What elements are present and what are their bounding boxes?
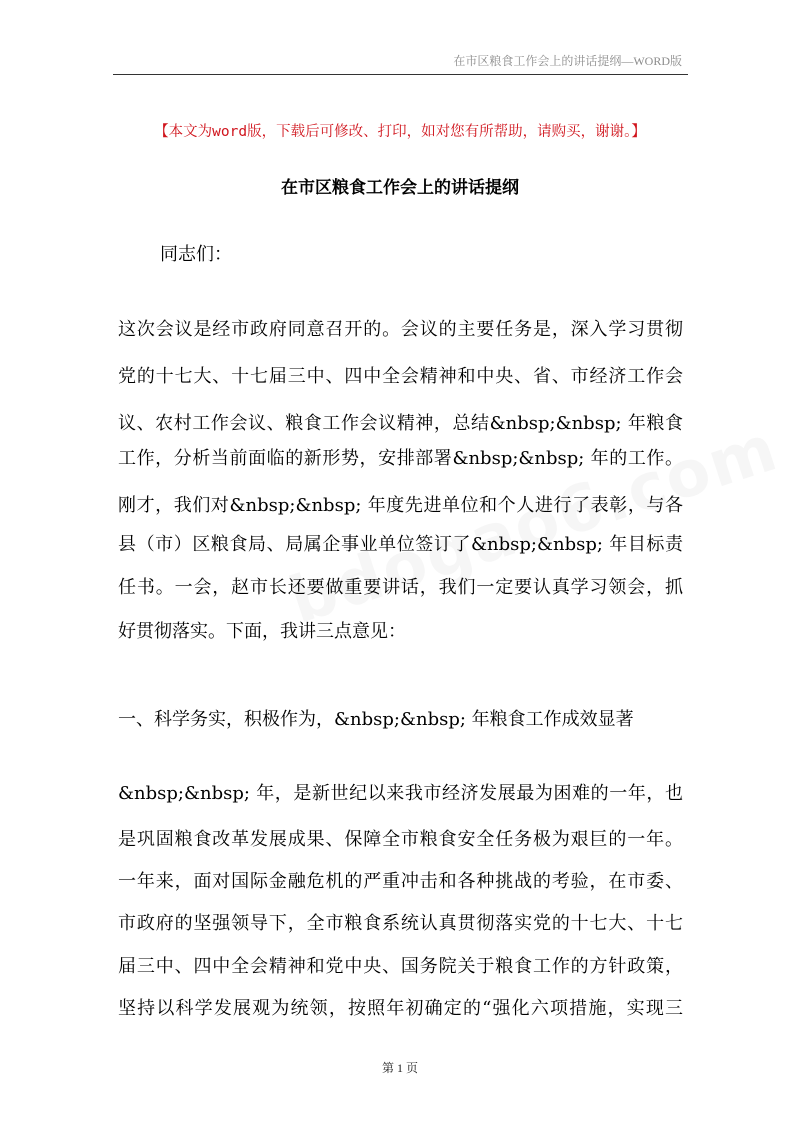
salutation: 同志们： <box>160 244 232 265</box>
paragraph-line: 坚持以科学发展观为统领，按照年初确定的“强化六项措施，实现三 <box>118 998 683 1019</box>
paragraph-line: 刚才，我们对&nbsp;&nbsp; 年度先进单位和个人进行了表彰，与各 <box>118 495 683 516</box>
paragraph-line: 这次会议是经市政府同意召开的。会议的主要任务是，深入学习贯彻 <box>118 319 683 340</box>
paragraph-line: 工作，分析当前面临的新形势，安排部署&nbsp;&nbsp; 年的工作。 <box>118 448 683 469</box>
watermark <box>281 411 787 638</box>
paragraph-line: 届三中、四中全会精神和党中央、国务院关于粮食工作的方针政策， <box>118 956 683 977</box>
page-number: 第 1 页 <box>381 1061 418 1075</box>
paragraph-line: 是巩固粮食改革发展成果、保障全市粮食安全任务极为艰巨的一年。 <box>118 829 683 850</box>
section-heading-1: 一、科学务实，积极作为，&nbsp;&nbsp; 年粮食工作成效显著 <box>118 709 634 730</box>
paragraph-line: 市政府的坚强领导下，全市粮食系统认真贯彻落实党的十七大、十七 <box>118 913 683 934</box>
paragraph-line: 好贯彻落实。下面，我讲三点意见： <box>118 621 406 642</box>
purchase-notice: 【本文为word版，下载后可修改、打印，如对您有所帮助，请购买，谢谢。】 <box>154 124 646 140</box>
running-header: 在市区粮食工作会上的讲话提纲—WORD版 <box>453 54 682 68</box>
paragraph-line: &nbsp;&nbsp; 年，是新世纪以来我市经济发展最为困难的一年，也 <box>118 783 683 804</box>
paragraph-line: 任书。一会，赵市长还要做重要讲话，我们一定要认真学习领会，抓 <box>118 577 683 598</box>
paragraph-line: 党的十七大、十七届三中、四中全会精神和中央、省、市经济工作会 <box>118 366 683 387</box>
document-title: 在市区粮食工作会上的讲话提纲 <box>281 178 519 198</box>
paragraph-line: 县（市）区粮食局、局属企事业单位签订了&nbsp;&nbsp; 年目标责 <box>118 534 683 555</box>
paragraph-line: 一年来，面对国际金融危机的严重冲击和各种挑战的考验，在市委、 <box>118 871 683 892</box>
header-rule <box>113 74 688 75</box>
paragraph-line: 议、农村工作会议、粮食工作会议精神，总结&nbsp;&nbsp; 年粮食 <box>118 413 683 434</box>
